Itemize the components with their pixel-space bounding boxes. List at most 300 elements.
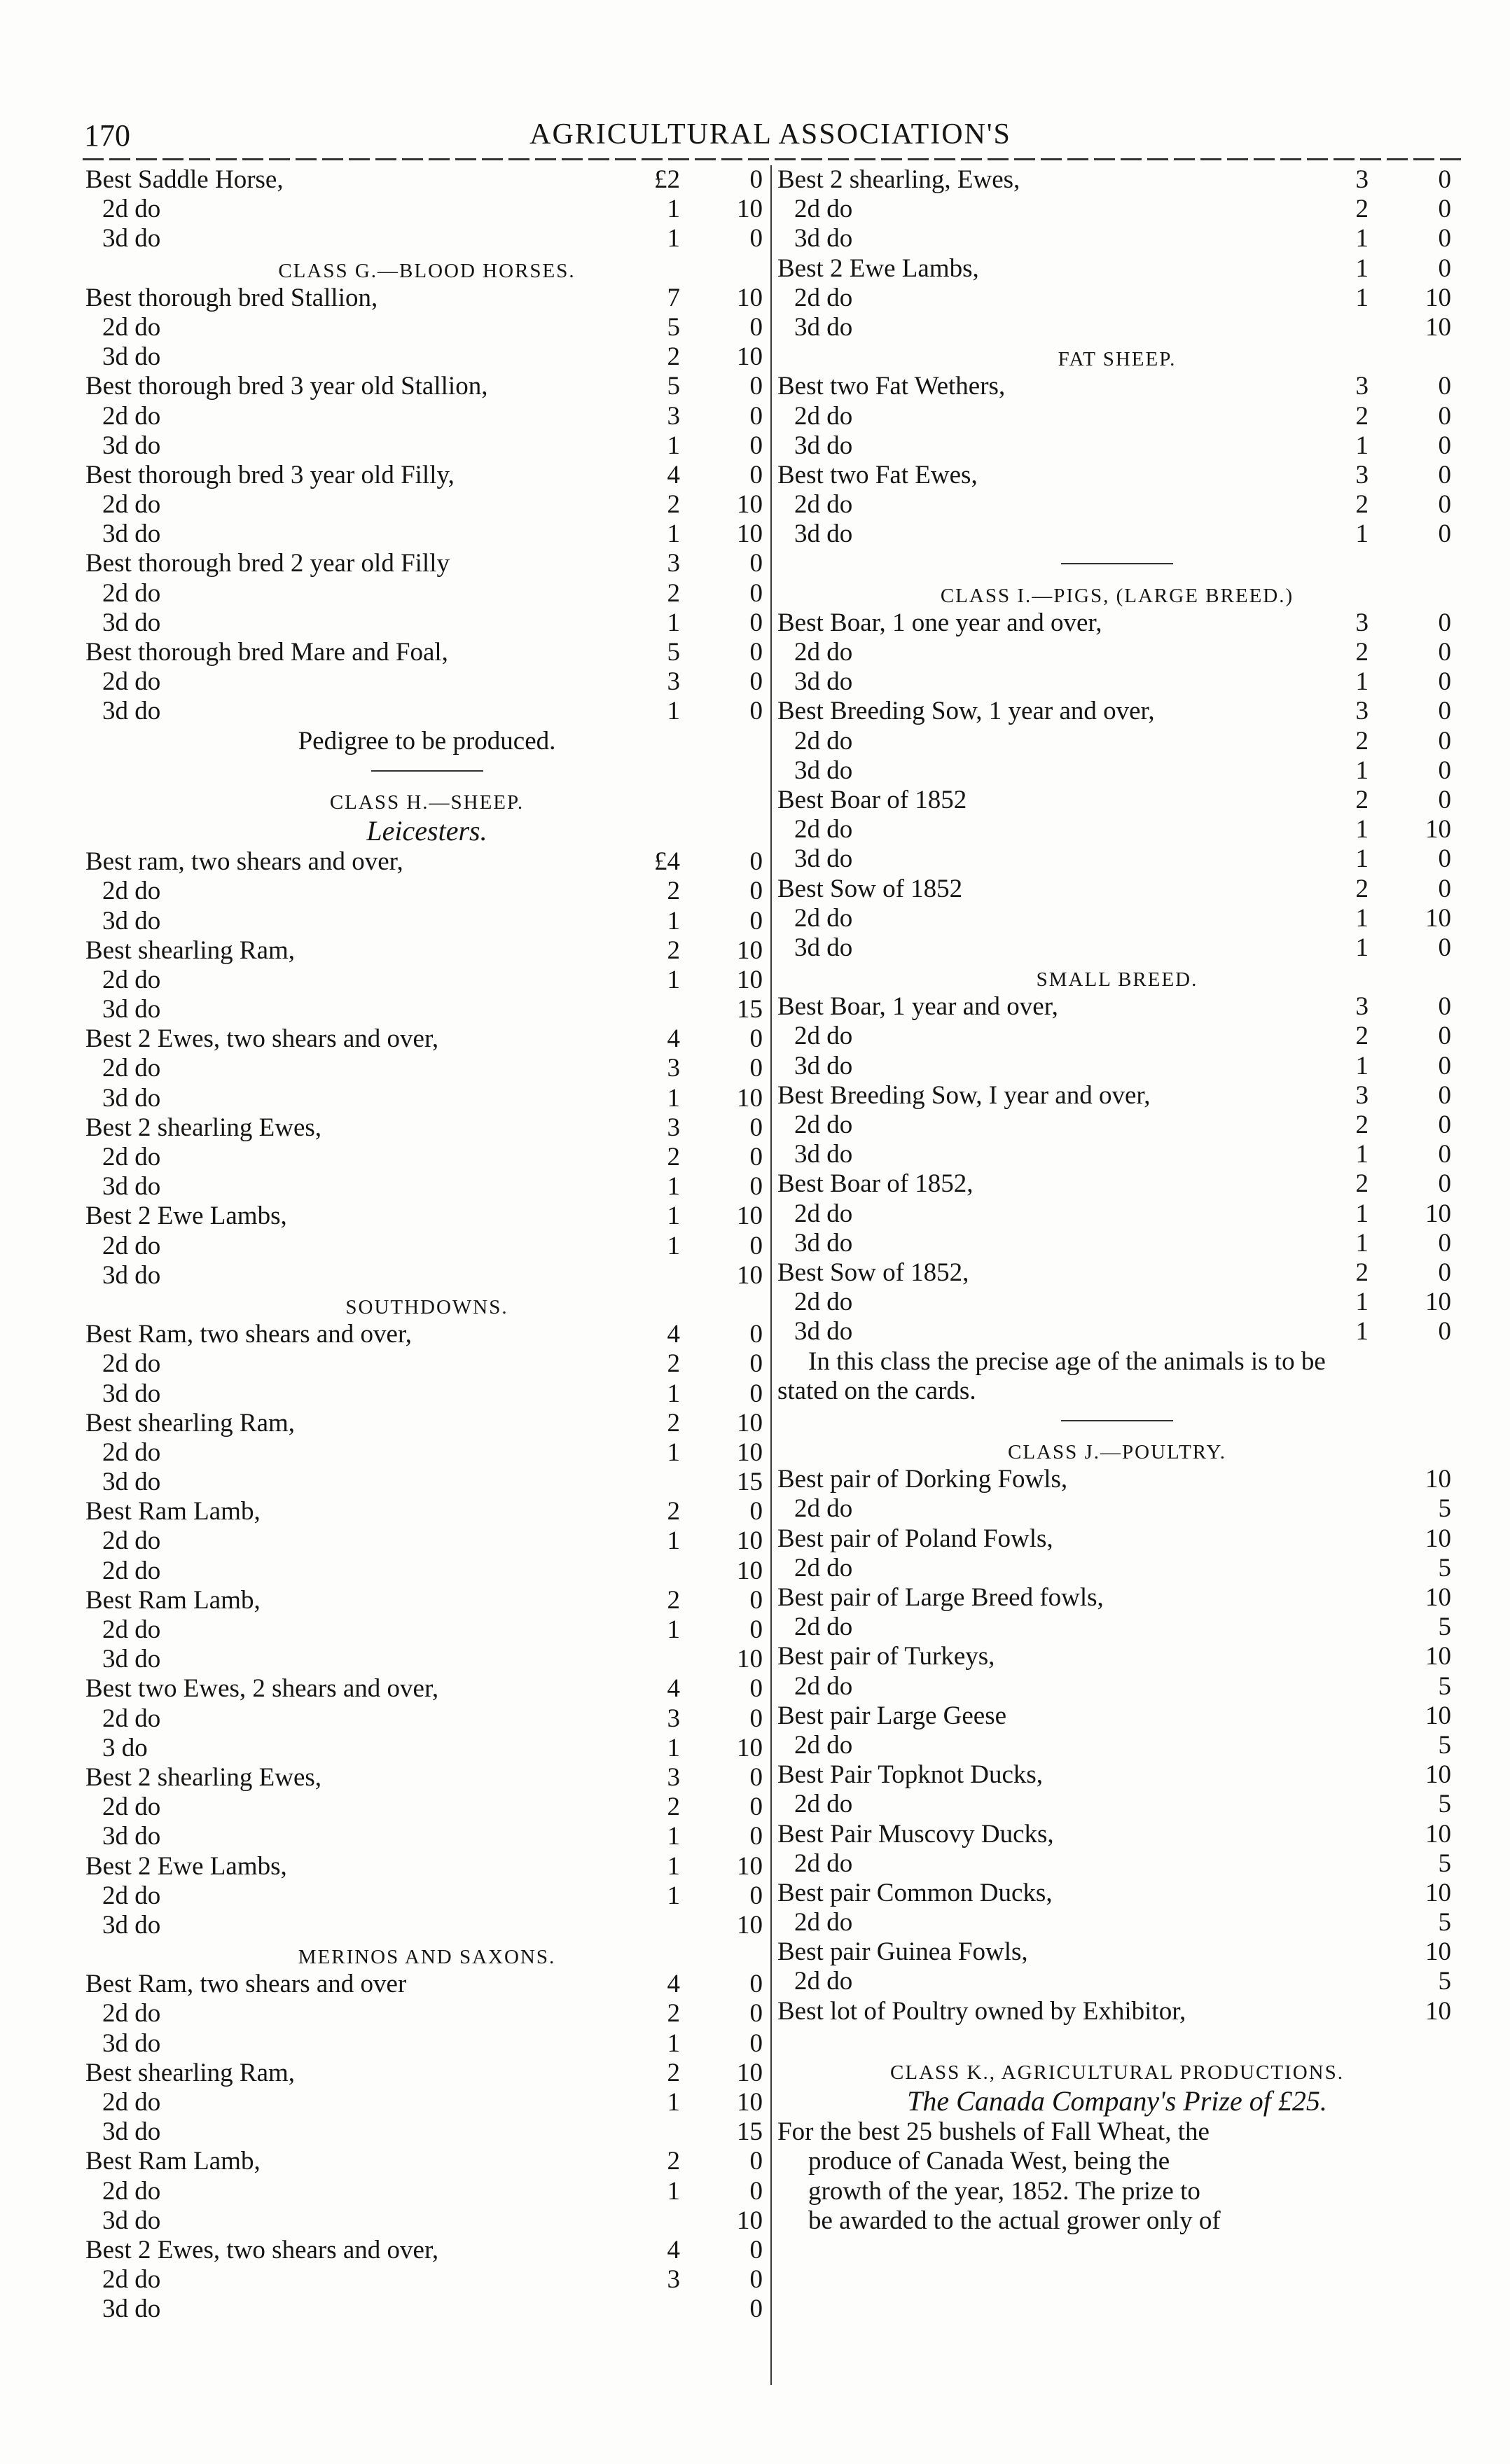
prize-pounds: 1 (1355, 431, 1369, 460)
running-title: AGRICULTURAL ASSOCIATION'S (529, 118, 1011, 151)
prize-label: Best pair of Dorking Fowls, (777, 1465, 1068, 1494)
prize-shillings: 5 (1438, 1790, 1451, 1819)
page-number: 170 (84, 118, 130, 153)
prize-shillings: 10 (1425, 1819, 1451, 1849)
prize-pounds: 1 (1355, 756, 1369, 785)
prize-label: Best pair Common Ducks, (777, 1878, 1053, 1907)
prize-row (777, 1111, 1457, 1140)
prize-pounds: 2 (1355, 490, 1369, 520)
prize-pounds: 1 (667, 608, 680, 637)
prize-row (85, 2029, 768, 2059)
prize-shillings: 0 (749, 2265, 763, 2295)
section-spacer (777, 2026, 1457, 2056)
prize-pounds: 3 (1355, 1080, 1369, 1110)
prize-label: 3d do (102, 697, 161, 726)
prize-row (777, 1494, 1457, 1524)
prize-label: 3d do (102, 1172, 161, 1202)
prize-label: 2d do (102, 1143, 161, 1171)
prize-shillings: 0 (749, 1881, 763, 1910)
prize-pounds: 3 (667, 1762, 680, 1792)
prize-row (85, 1734, 768, 1763)
prize-pounds: 1 (1355, 1051, 1369, 1080)
prize-pounds: 2 (1355, 785, 1369, 814)
prize-row (85, 1054, 768, 1083)
prize-pounds: 3 (667, 2265, 680, 2295)
prize-pounds: 4 (667, 460, 680, 489)
prize-pounds: 5 (667, 638, 680, 667)
prize-row (777, 520, 1457, 549)
header-rule (83, 158, 1461, 160)
prize-label: 2d do (794, 1111, 853, 1139)
prize-row (85, 1379, 768, 1409)
prize-shillings: 15 (737, 1468, 763, 1497)
prize-label: 3 do (102, 1733, 148, 1762)
prize-pounds: 3 (667, 1704, 680, 1733)
prize-shillings: 15 (737, 995, 763, 1024)
prize-pounds: 3 (1355, 992, 1369, 1022)
prize-label: 3d do (102, 1379, 161, 1408)
prize-row (85, 284, 768, 313)
prize-row (777, 1554, 1457, 1583)
prize-shillings: 5 (1438, 1613, 1451, 1642)
prize-row (777, 284, 1457, 313)
prize-shillings: 0 (1438, 1111, 1451, 1139)
prize-row (85, 995, 768, 1024)
prize-row (777, 1169, 1457, 1199)
prize-shillings: 0 (749, 1320, 763, 1349)
prize-pounds: 1 (667, 431, 680, 460)
prize-shillings: 10 (1425, 1878, 1451, 1907)
prize-shillings: 0 (749, 1762, 763, 1792)
prize-label: 2d do (102, 1999, 161, 2028)
prize-pounds: 3 (1355, 697, 1369, 726)
prize-row (85, 2236, 768, 2265)
prize-shillings: 0 (1438, 933, 1451, 962)
prize-shillings: 10 (1425, 1642, 1451, 1671)
prize-pounds: 4 (667, 1674, 680, 1704)
prize-shillings: 0 (749, 2147, 763, 2176)
prize-shillings: 10 (737, 490, 763, 520)
prize-label: 2d do (102, 490, 161, 520)
prize-shillings: 10 (737, 1526, 763, 1556)
prize-label: 2d do (102, 2088, 161, 2117)
prize-label: Best thorough bred 3 year old Stallion, (85, 372, 488, 401)
prize-row (85, 490, 768, 520)
prize-row (777, 490, 1457, 520)
prize-label: Best 2 shearling, Ewes, (777, 165, 1020, 194)
prize-shillings: 0 (1438, 460, 1451, 489)
prize-label: Best pair Guinea Fowls, (777, 1937, 1028, 1967)
prize-shillings: 0 (749, 2235, 763, 2264)
prize-label: 2d do (794, 401, 853, 431)
prize-row (777, 1701, 1457, 1731)
prize-pounds: 7 (667, 283, 680, 312)
prize-row (85, 1084, 768, 1113)
prize-row (777, 195, 1457, 224)
prize-pounds: 2 (667, 1349, 680, 1379)
prize-shillings: 10 (1425, 1996, 1451, 2026)
section-heading: CLASS K., AGRICULTURAL PRODUCTIONS. (890, 2061, 1344, 2084)
prize-label: 2d do (102, 1793, 161, 1822)
prize-row (777, 165, 1457, 195)
prize-label: 2d do (794, 815, 853, 844)
prize-pounds: 3 (1355, 608, 1369, 637)
section-rule (777, 549, 1457, 578)
prize-label: 3d do (794, 933, 853, 962)
prize-row (85, 2059, 768, 2088)
prize-pounds: 1 (1355, 903, 1369, 933)
prize-shillings: 0 (1438, 165, 1451, 194)
prize-shillings: 0 (749, 1379, 763, 1408)
prize-row (85, 2117, 768, 2147)
prize-shillings: 10 (1425, 1937, 1451, 1967)
prize-row (85, 1999, 768, 2028)
prize-shillings: 0 (749, 906, 763, 935)
section-subheading: Leicesters. (366, 815, 487, 847)
prize-label: Best Ram Lamb, (85, 1585, 261, 1615)
paragraph-line: For the best 25 bushels of Fall Wheat, the (777, 2117, 1210, 2147)
paragraph-line: be awarded to the actual grower only of (808, 2206, 1221, 2235)
prize-shillings: 0 (749, 1054, 763, 1083)
prize-label: 2d do (794, 1613, 853, 1642)
prize-row (85, 1674, 768, 1704)
prize-shillings: 10 (737, 195, 763, 224)
prize-label: Best 2 shearling Ewes, (85, 1762, 322, 1792)
prize-pounds: 2 (667, 2147, 680, 2176)
prize-row (85, 1704, 768, 1734)
prize-shillings: 10 (737, 1408, 763, 1438)
prize-label: 2d do (794, 1671, 853, 1701)
paragraph-line: In this class the precise age of the animals is to be (808, 1346, 1326, 1376)
prize-label: Best two Ewes, 2 shears and over, (85, 1674, 439, 1704)
prize-shillings: 0 (749, 460, 763, 489)
paragraph (777, 1347, 1457, 1406)
prize-pounds: 2 (667, 490, 680, 520)
prize-shillings: 0 (1438, 1051, 1451, 1080)
prize-row (85, 2147, 768, 2176)
section-subheading: The Canada Company's Prize of £25. (907, 2085, 1327, 2117)
prize-pounds: 1 (667, 2088, 680, 2117)
prize-row (85, 313, 768, 342)
prize-row (85, 877, 768, 906)
section-rule (777, 1406, 1457, 1435)
prize-row (85, 1409, 768, 1438)
prize-pounds: 3 (667, 667, 680, 697)
prize-label: 2d do (794, 903, 853, 933)
prize-label: 2d do (102, 195, 161, 224)
prize-shillings: 0 (749, 1793, 763, 1822)
prize-label: 2d do (102, 965, 161, 994)
prize-row (85, 1557, 768, 1586)
prize-shillings: 0 (1438, 1169, 1451, 1199)
prize-shillings: 10 (737, 2058, 763, 2087)
prize-pounds: 1 (667, 1202, 680, 1231)
prize-shillings: 0 (749, 2295, 763, 2324)
prize-pounds: 1 (1355, 1140, 1369, 1169)
prize-row (777, 1760, 1457, 1790)
prize-shillings: 10 (737, 1910, 763, 1940)
prize-row (777, 638, 1457, 667)
prize-shillings: 0 (749, 1970, 763, 1999)
prize-shillings: 10 (737, 520, 763, 549)
prize-label: Best 2 Ewe Lambs, (85, 1202, 287, 1231)
prize-pounds: 1 (1355, 1288, 1369, 1317)
column-divider (770, 165, 772, 2385)
prize-pounds: 1 (667, 1822, 680, 1851)
prize-row (85, 342, 768, 372)
prize-shillings: 5 (1438, 1967, 1451, 1996)
prize-row (777, 786, 1457, 815)
prize-row (777, 1583, 1457, 1613)
prize-label: 3d do (794, 1051, 853, 1080)
prize-pounds: 2 (667, 1497, 680, 1526)
prize-pounds: £4 (654, 847, 680, 877)
prize-shillings: 0 (749, 1231, 763, 1260)
prize-row (85, 372, 768, 401)
prize-row (85, 697, 768, 726)
prize-shillings: 0 (1438, 1022, 1451, 1051)
prize-row (85, 667, 768, 697)
prize-row (85, 1852, 768, 1881)
prize-pounds: 1 (1355, 1228, 1369, 1258)
prize-label: 2d do (794, 283, 853, 312)
prize-label: Best shearling Ram, (85, 1408, 296, 1438)
prize-shillings: 10 (1425, 312, 1451, 342)
prize-label: 2d do (794, 490, 853, 520)
prize-shillings: 0 (749, 877, 763, 906)
prize-pounds: 3 (667, 549, 680, 578)
section-heading: MERINOS AND SAXONS. (298, 1946, 556, 1969)
prize-label: 2d do (102, 2176, 161, 2206)
prize-shillings: 10 (737, 1556, 763, 1585)
prize-row (777, 1879, 1457, 1908)
prize-label: Best Saddle Horse, (85, 165, 284, 194)
prize-shillings: 10 (1425, 1199, 1451, 1228)
prize-pounds: 1 (667, 1083, 680, 1113)
prize-shillings: 10 (1425, 1701, 1451, 1730)
right-column (777, 165, 1457, 2236)
prize-label: 2d do (794, 1553, 853, 1582)
prize-label: 3d do (102, 431, 161, 460)
prize-row (85, 549, 768, 578)
prize-pounds: 5 (667, 312, 680, 342)
prize-row (777, 1317, 1457, 1346)
prize-label: 3d do (102, 2295, 161, 2324)
prize-row (777, 992, 1457, 1022)
prize-row (85, 2265, 768, 2295)
prize-label: 3d do (102, 520, 161, 549)
prize-label: 2d do (794, 726, 853, 756)
prize-shillings: 0 (1438, 667, 1451, 697)
prize-shillings: 0 (1438, 520, 1451, 549)
prize-label: 3d do (102, 2117, 161, 2147)
prize-row (85, 195, 768, 224)
prize-label: 3d do (102, 906, 161, 935)
prize-label: Best pair Large Geese (777, 1701, 1007, 1730)
prize-shillings: 0 (749, 165, 763, 194)
prize-pounds: 3 (667, 1113, 680, 1142)
prize-label: 2d do (102, 2265, 161, 2295)
prize-label: 3d do (794, 224, 853, 253)
prize-label: 2d do (102, 1704, 161, 1733)
prize-label: Best thorough bred 3 year old Filly, (85, 460, 455, 489)
prize-row (777, 815, 1457, 844)
prize-pounds: 1 (667, 697, 680, 726)
prize-pounds: £2 (654, 165, 680, 194)
prize-shillings: 10 (1425, 815, 1451, 844)
prize-shillings: 0 (749, 638, 763, 667)
prize-shillings: 5 (1438, 1849, 1451, 1878)
prize-label: Best two Fat Ewes, (777, 460, 978, 489)
prize-row (777, 1081, 1457, 1111)
prize-pounds: 1 (667, 1881, 680, 1910)
section-heading: CLASS G.—BLOOD HORSES. (278, 259, 576, 282)
prize-shillings: 0 (1438, 372, 1451, 401)
prize-label: 2d do (102, 401, 161, 431)
prize-pounds: 1 (667, 2028, 680, 2058)
prize-shillings: 0 (1438, 224, 1451, 253)
prize-pounds: 1 (667, 1438, 680, 1467)
prize-shillings: 10 (1425, 1465, 1451, 1494)
prize-pounds: 2 (1355, 195, 1369, 224)
prize-shillings: 0 (1438, 844, 1451, 874)
prize-shillings: 0 (749, 1674, 763, 1704)
prize-pounds: 2 (667, 1408, 680, 1438)
prize-shillings: 0 (1438, 726, 1451, 756)
prize-row (85, 1615, 768, 1645)
prize-shillings: 10 (737, 935, 763, 965)
prize-pounds: 1 (1355, 520, 1369, 549)
prize-shillings: 10 (737, 1202, 763, 1231)
prize-pounds: 2 (1355, 638, 1369, 667)
prize-label: 2d do (102, 312, 161, 342)
prize-row (777, 933, 1457, 963)
prize-row (777, 844, 1457, 874)
prize-label: 2d do (794, 1730, 853, 1760)
prize-row (777, 667, 1457, 697)
prize-label: Best Ram Lamb, (85, 1497, 261, 1526)
prize-pounds: 1 (667, 2176, 680, 2206)
prize-label: Best thorough bred 2 year old Filly (85, 549, 450, 578)
prize-label: 2d do (794, 1199, 853, 1228)
prize-row (777, 904, 1457, 933)
prize-row (85, 431, 768, 461)
prize-label: 3d do (102, 1468, 161, 1497)
prize-shillings: 10 (737, 1260, 763, 1290)
prize-label: 2d do (794, 195, 853, 224)
prize-row (777, 313, 1457, 342)
prize-label: 3d do (794, 1228, 853, 1258)
prize-row (777, 1908, 1457, 1937)
prize-label: Best Boar of 1852, (777, 1169, 974, 1199)
prize-shillings: 10 (1425, 1524, 1451, 1553)
prize-shillings: 0 (1438, 992, 1451, 1022)
prize-row (777, 1288, 1457, 1317)
prize-pounds: 4 (667, 2235, 680, 2264)
prize-pounds: 1 (667, 1379, 680, 1408)
prize-label: 3d do (794, 312, 853, 342)
prize-label: 3d do (102, 1910, 161, 1940)
prize-pounds: 1 (667, 1615, 680, 1644)
prize-row (777, 254, 1457, 284)
prize-row (85, 1911, 768, 1940)
prize-label: Best lot of Poultry owned by Exhibitor, (777, 1996, 1186, 2026)
prize-label: Best pair of Poland Fowls, (777, 1524, 1053, 1553)
prize-row (777, 1524, 1457, 1554)
prize-label: Best Ram, two shears and over, (85, 1320, 413, 1349)
prize-row (777, 1820, 1457, 1849)
prize-shillings: 0 (749, 549, 763, 578)
prize-pounds: 2 (667, 578, 680, 608)
prize-shillings: 0 (1438, 1080, 1451, 1110)
prize-label: Best Breeding Sow, 1 year and over, (777, 697, 1155, 726)
prize-row (85, 608, 768, 638)
prize-row (85, 1172, 768, 1202)
prize-label: 2d do (794, 1494, 853, 1524)
prize-row (85, 936, 768, 966)
prize-row (85, 1645, 768, 1674)
prize-label: 2d do (794, 1790, 853, 1819)
prize-row (777, 1849, 1457, 1879)
prize-pounds: 2 (1355, 1169, 1369, 1199)
prize-label: Best Sow of 1852, (777, 1258, 969, 1287)
prize-row (777, 1613, 1457, 1642)
prize-shillings: 10 (737, 283, 763, 312)
prize-row (777, 727, 1457, 756)
prize-label: Best Boar of 1852 (777, 785, 967, 814)
prize-shillings: 10 (737, 2206, 763, 2235)
prize-row (777, 608, 1457, 638)
prize-shillings: 10 (1425, 903, 1451, 933)
prize-label: Best Pair Topknot Ducks, (777, 1760, 1044, 1790)
prize-pounds: 1 (1355, 283, 1369, 312)
prize-label: Best two Fat Wethers, (777, 372, 1006, 401)
prize-shillings: 0 (749, 1024, 763, 1054)
prize-row (85, 2177, 768, 2206)
prize-row (85, 1024, 768, 1054)
prize-shillings: 10 (1425, 1288, 1451, 1317)
prize-row (777, 1731, 1457, 1760)
prize-label: Best shearling Ram, (85, 935, 296, 965)
prize-row (85, 1970, 768, 1999)
section-rule (85, 756, 768, 786)
prize-label: Best thorough bred Mare and Foal, (85, 638, 448, 667)
prize-label: Best 2 Ewes, two shears and over, (85, 1024, 439, 1054)
prize-shillings: 0 (1438, 253, 1451, 283)
prize-pounds: 2 (667, 342, 680, 372)
prize-label: 2d do (102, 1438, 161, 1467)
prize-pounds: 3 (1355, 460, 1369, 489)
prize-row (777, 1790, 1457, 1819)
prize-shillings: 0 (749, 312, 763, 342)
paragraph-line: growth of the year, 1852. The prize to (808, 2176, 1200, 2206)
prize-label: Best Sow of 1852 (777, 874, 963, 903)
prize-pounds: 1 (1355, 1199, 1369, 1228)
prize-label: Best Ram Lamb, (85, 2147, 261, 2176)
prize-pounds: 1 (667, 1231, 680, 1260)
prize-label: 2d do (102, 877, 161, 906)
prize-row (85, 1261, 768, 1290)
prize-label: Best Boar, 1 year and over, (777, 992, 1058, 1022)
prize-label: Best Pair Muscovy Ducks, (777, 1819, 1054, 1849)
prize-shillings: 10 (737, 1645, 763, 1674)
prize-shillings: 0 (1438, 785, 1451, 814)
prize-label: Best thorough bred Stallion, (85, 283, 378, 312)
prize-shillings: 0 (749, 1143, 763, 1171)
prize-row (85, 1468, 768, 1497)
prize-shillings: 0 (749, 431, 763, 460)
prize-shillings: 0 (749, 1172, 763, 1202)
